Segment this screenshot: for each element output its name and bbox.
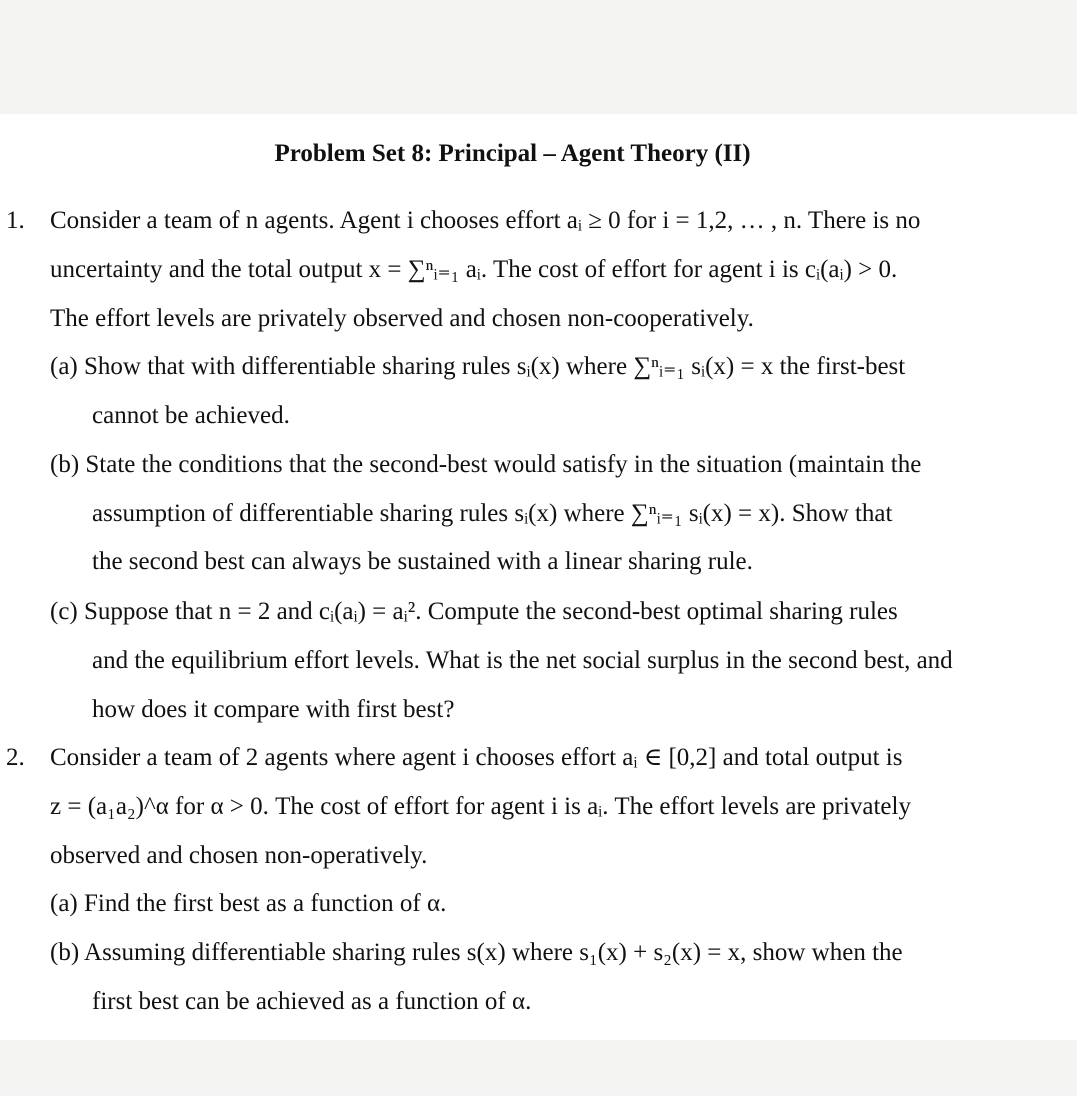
problem-1-line-3: The effort levels are privately observed and chosen non-cooperatively.	[50, 305, 754, 332]
problem-1-number: 1.	[6, 207, 25, 234]
problem-1-line-2: uncertainty and the total output x = ∑ⁿᵢ₌₁ aᵢ. The cost of effort for agent i is cᵢ(aᵢ) > 0.	[50, 256, 898, 283]
problem-1b-line-2: assumption of differentiable sharing rules sᵢ(x) where ∑ⁿᵢ₌₁ sᵢ(x) = x). Show that	[92, 500, 893, 527]
problem-2-line-2: z = (a₁a₂)^α for α > 0. The cost of effort for agent i is aᵢ. The effort levels are privately	[50, 793, 911, 820]
problem-2a-line-1: (a) Find the first best as a function of α.	[50, 890, 447, 917]
problem-2-line-1: Consider a team of 2 agents where agent i chooses effort aᵢ ∈ [0,2] and total output is	[50, 744, 903, 771]
problem-1c-line-3: how does it compare with first best?	[92, 696, 455, 723]
problem-1a-line-1: (a) Show that with differentiable sharing rules sᵢ(x) where ∑ⁿᵢ₌₁ sᵢ(x) = x the first-best	[50, 353, 906, 380]
problem-2b-line-1: (b) Assuming differentiable sharing rules s(x) where s₁(x) + s₂(x) = x, show when the	[50, 939, 903, 966]
problem-2-number: 2.	[6, 744, 25, 771]
page-title: Problem Set 8: Principal – Agent Theory (II)	[274, 140, 751, 167]
problem-2-line-3: observed and chosen non-operatively.	[50, 842, 428, 869]
problem-2b-line-2: first best can be achieved as a function of α.	[92, 988, 532, 1015]
problem-1a-line-2: cannot be achieved.	[92, 402, 290, 429]
problem-1c-line-2: and the equilibrium effort levels. What is the net social surplus in the second best, and	[92, 647, 953, 674]
problem-1b-line-1: (b) State the conditions that the second-best would satisfy in the situation (maintain the	[50, 451, 922, 478]
document-page	[0, 114, 1077, 1040]
problem-1c-line-1: (c) Suppose that n = 2 and cᵢ(aᵢ) = aᵢ². Compute the second-best optimal sharing rules	[50, 598, 898, 625]
problem-1b-line-3: the second best can always be sustained with a linear sharing rule.	[92, 548, 753, 575]
problem-1-line-1: Consider a team of n agents. Agent i chooses effort aᵢ ≥ 0 for i = 1,2, … , n. There is no	[50, 207, 921, 234]
